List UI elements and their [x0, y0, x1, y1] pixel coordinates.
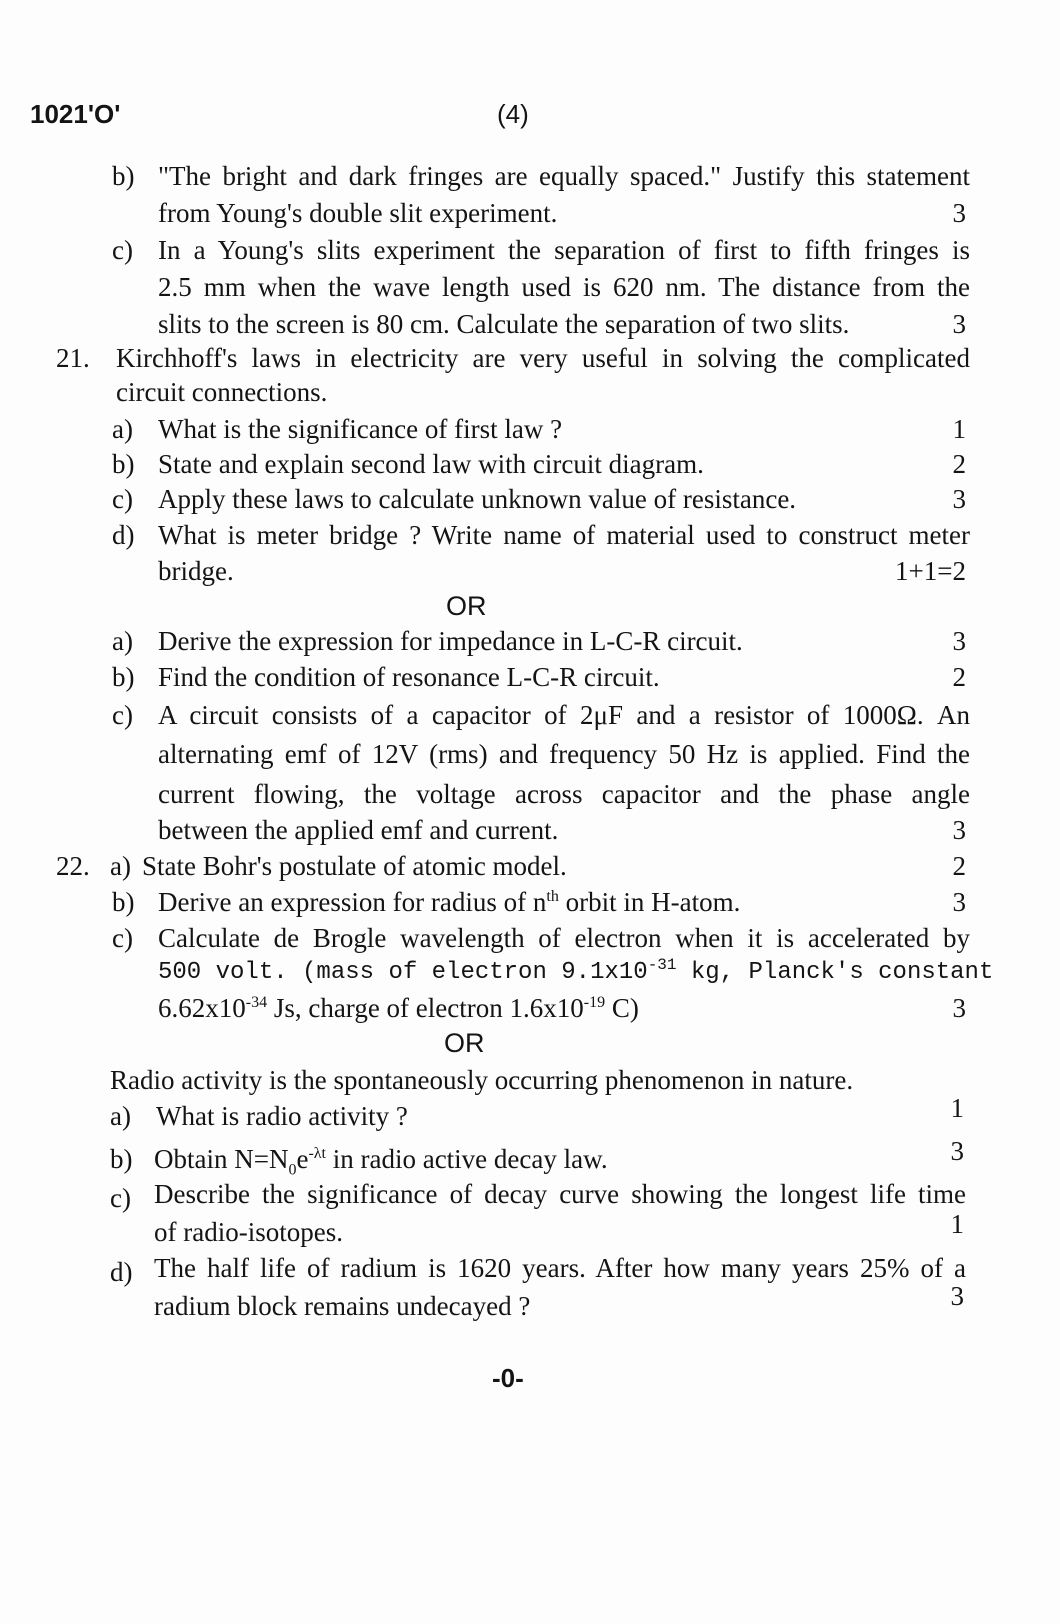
q20-c-label: c) — [112, 235, 133, 265]
q22-b-text-post: orbit in H-atom. — [558, 887, 741, 917]
q22-c-line3-post: C) — [605, 993, 639, 1023]
q21-alt-b-label: b) — [112, 662, 135, 692]
q20-c-line3: slits to the screen is 80 cm. Calculate the separation of two slits. — [158, 309, 850, 339]
q21-b-text: State and explain second law with circuit diagram. — [158, 449, 704, 479]
q22-b-text-sup: th — [546, 888, 559, 905]
q21-alt-c-line3: current flowing, the voltage across capacitor and the phase angle — [158, 779, 970, 809]
q22-b-marks: 3 — [952, 887, 966, 917]
q21-alt-c-label: c) — [112, 700, 133, 730]
paper-code: 1021'O' — [30, 99, 121, 129]
q21-c-text: Apply these laws to calculate unknown value of resistance. — [158, 484, 797, 514]
q21-d-label: d) — [112, 520, 135, 550]
q20-c-line2: 2.5 mm when the wave length used is 620 nm. The distance from the — [158, 272, 970, 302]
q22-alt-b-mid: e — [296, 1144, 309, 1174]
q21-d-marks: 1+1=2 — [895, 556, 966, 586]
q20-c-marks: 3 — [952, 309, 966, 339]
q20-c-line1: In a Young's slits experiment the separation of first to fifth fringes is — [158, 235, 970, 265]
q22-c-line2-post: kg, Planck's constant — [676, 959, 994, 986]
q21-intro-line1: Kirchhoff's laws in electricity are very useful in solving the complicated — [116, 343, 970, 373]
q21-d-line2: bridge. — [158, 556, 234, 586]
q22-c-line1: Calculate de Brogle wavelength of electron when it is accelerated by — [158, 923, 970, 953]
q22-c-line2-sup: -31 — [647, 956, 677, 974]
q21-c-label: c) — [112, 484, 133, 514]
q22-c-line3-pre: 6.62x10 — [158, 993, 246, 1023]
q22-alt-a-label: a) — [110, 1101, 131, 1131]
q22-alt-b-text — [154, 1141, 608, 1177]
q22-alt-c-marks: 1 — [950, 1209, 964, 1239]
q22-b-text-pre: Derive an expression for radius of n — [158, 887, 547, 917]
q22-alt-d-line1: The half life of radium is 1620 years. After how many years 25% of a — [154, 1253, 966, 1283]
page-end-mark: -0- — [492, 1363, 524, 1393]
q21-number: 21. — [56, 343, 90, 373]
q21-a-text: What is the significance of first law ? — [158, 414, 563, 444]
q21-d-line1: What is meter bridge ? Write name of material used to construct meter — [158, 520, 970, 550]
q22-a-label: a) — [110, 851, 131, 881]
q21-b-marks: 2 — [952, 449, 966, 479]
q22-alt-c-label: c) — [110, 1183, 131, 1213]
q22-alt-b-sup: -λt — [308, 1145, 326, 1162]
q22-c-line3-mid: Js, charge of electron 1.6x10 — [267, 993, 584, 1023]
q21-alt-c-line1: A circuit consists of a capacitor of 2μF and a resistor of 1000Ω. An — [158, 700, 970, 730]
q22-c-line2-pre: 500 volt. (mass of electron 9.1x10 — [158, 959, 648, 986]
q22-alt-d-marks: 3 — [950, 1281, 964, 1311]
q22-alt-b-marks: 3 — [950, 1136, 964, 1166]
q21-intro-line2: circuit connections. — [116, 377, 328, 407]
q21-a-marks: 1 — [952, 414, 966, 444]
q20-b-label: b) — [112, 161, 135, 191]
q22-c-line3 — [158, 990, 639, 1026]
q21-alt-c-marks: 3 — [952, 815, 966, 845]
q22-alt-d-label: d) — [110, 1257, 133, 1287]
q22-number: 22. — [56, 851, 90, 881]
q22-b-text — [158, 884, 740, 920]
q22-alt-a-text: What is radio activity ? — [156, 1101, 408, 1131]
q21-alt-b-marks: 2 — [952, 662, 966, 692]
q21-b-label: b) — [112, 449, 135, 479]
q22-c-marks: 3 — [952, 993, 966, 1023]
q22-c-line2-left — [158, 955, 993, 991]
q22-alt-c-line1: Describe the significance of decay curve showing the longest life time — [154, 1179, 966, 1209]
q22-c-line3-sup2: -19 — [583, 994, 606, 1011]
q22-alt-c-line2: of radio-isotopes. — [154, 1217, 343, 1247]
q21-alt-b-text: Find the condition of resonance L-C-R circuit. — [158, 662, 660, 692]
q21-alt-a-text: Derive the expression for impedance in L-C-R circuit. — [158, 626, 743, 656]
q22-alt-d-line2: radium block remains undecayed ? — [154, 1291, 531, 1321]
q21-alt-a-label: a) — [112, 626, 133, 656]
q21-alt-a-marks: 3 — [952, 626, 966, 656]
q21-alt-c-line4: between the applied emf and current. — [158, 815, 559, 845]
q22-a-marks: 2 — [952, 851, 966, 881]
q20-b-line2: from Young's double slit experiment. — [158, 198, 558, 228]
q22-alt-b-post: in radio active decay law. — [325, 1144, 608, 1174]
page-number: (4) — [497, 99, 529, 129]
q22-c-label: c) — [112, 923, 133, 953]
q21-a-label: a) — [112, 414, 133, 444]
q21-c-marks: 3 — [952, 484, 966, 514]
q22-c-line3-sup: -34 — [245, 994, 268, 1011]
q21-alt-c-line2: alternating emf of 12V (rms) and frequency 50 Hz is applied. Find the — [158, 739, 970, 769]
q22-a-text: State Bohr's postulate of atomic model. — [142, 851, 567, 881]
q20-b-line1: "The bright and dark fringes are equally spaced." Justify this statement — [158, 161, 970, 191]
q21-or: OR — [446, 591, 487, 621]
q22-b-label: b) — [112, 887, 135, 917]
q22-alt-intro: Radio activity is the spontaneously occurring phenomenon in nature. — [110, 1065, 854, 1095]
q22-alt-b-pre: Obtain N=N — [154, 1144, 289, 1174]
q22-alt-a-marks: 1 — [950, 1093, 964, 1123]
q20-b-marks: 3 — [952, 198, 966, 228]
q22-c-line2 — [158, 955, 994, 991]
q22-or: OR — [444, 1028, 485, 1058]
q22-alt-b-label: b) — [110, 1144, 133, 1174]
q22-alt-b-sub: 0 — [288, 1161, 297, 1179]
